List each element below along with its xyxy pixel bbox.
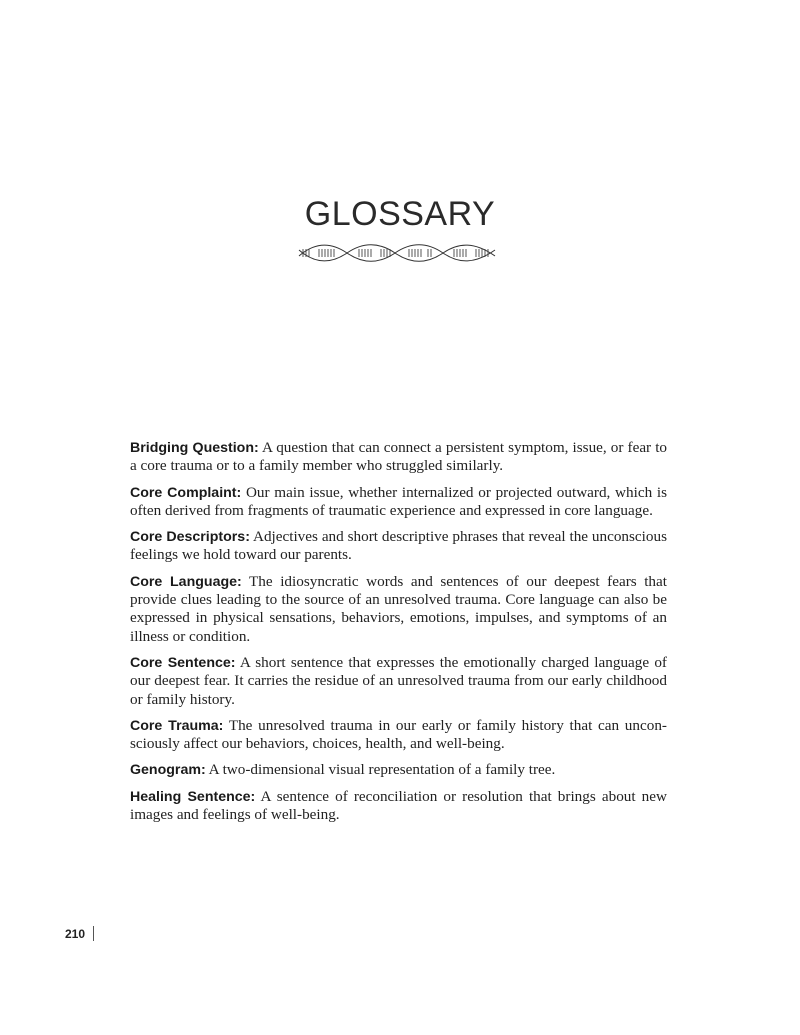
glossary-definition: A short sentence that expresses the emotionally charged language of our deepest fear. It carries the residue of an unresolved trauma from our early childhood or family history. bbox=[130, 653, 667, 708]
glossary-term: Core Descriptors: bbox=[130, 529, 250, 546]
glossary-definition: A two-dimensional visual representation of a family tree. bbox=[208, 761, 556, 779]
glossary-entry bbox=[130, 654, 667, 709]
page-number: 210 bbox=[65, 927, 86, 941]
dna-helix-ornament-icon bbox=[297, 240, 497, 266]
glossary-term: Healing Sentence: bbox=[130, 788, 256, 805]
glossary-definition: A sentence of reconciliation or resolution that brings about new images and feelings of well-being. bbox=[130, 787, 667, 824]
glossary-term: Core Complaint: bbox=[130, 484, 242, 501]
glossary-entry bbox=[130, 484, 667, 521]
page-title: GLOSSARY bbox=[304, 195, 496, 233]
glossary-entry bbox=[130, 788, 667, 825]
glossary-definition: The unresolved trauma in our early or family history that can unconsciously affect our behaviors, choices, health, and well-being. bbox=[130, 716, 667, 753]
glossary-entry bbox=[130, 761, 667, 779]
glossary-term: Bridging Question: bbox=[130, 440, 259, 456]
glossary-list bbox=[130, 439, 667, 832]
glossary-term: Core Trauma: bbox=[130, 717, 224, 734]
glossary-term: Core Language: bbox=[130, 573, 242, 590]
page-number-divider bbox=[93, 926, 94, 941]
glossary-entry bbox=[130, 439, 667, 476]
glossary-definition: The idiosyncratic words and sentences of our deepest fears that provide clues leading to the source of an unresolved trauma. Core language can also be expressed in physical sensations, behaviors, emotions, impulses, and symptoms of an illness or condition. bbox=[130, 572, 667, 645]
glossary-entry bbox=[130, 528, 667, 565]
glossary-definition: Our main issue, whether internalized or projected outward, which is often derived from fragments of traumatic experience and expressed in core language. bbox=[130, 483, 668, 519]
glossary-term: Genogram: bbox=[130, 762, 206, 779]
glossary-definition: Adjectives and short descriptive phrases that reveal the unconscious feelings we hold toward our parents. bbox=[130, 528, 667, 564]
glossary-term: Core Sentence: bbox=[130, 654, 236, 671]
glossary-entry bbox=[130, 717, 667, 754]
glossary-entry bbox=[130, 573, 667, 646]
glossary-definition: A question that can connect a persistent symptom, issue, or fear to a core trauma or to a family member who struggled similarly. bbox=[130, 439, 668, 475]
